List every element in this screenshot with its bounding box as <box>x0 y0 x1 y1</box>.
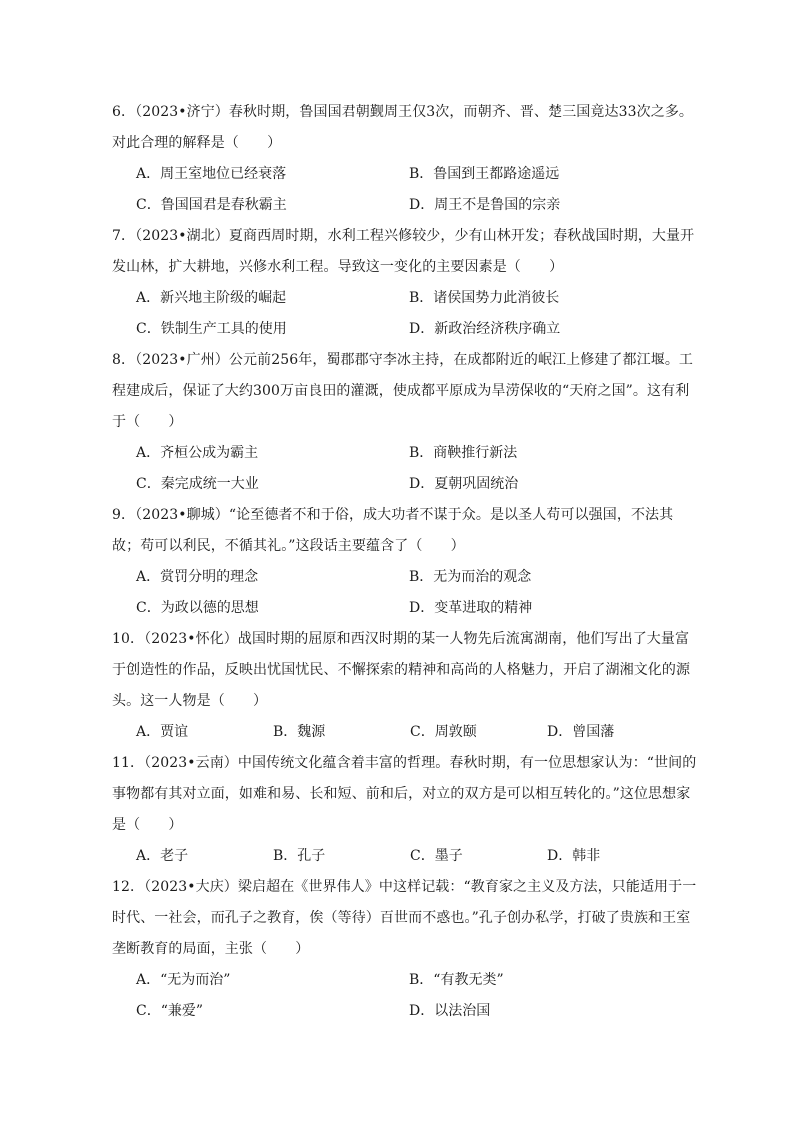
question-stem: 7．（2023•湖北）夏商西周时期，水利工程兴修较少，少有山林开发；春秋战国时期，大量开发山林，扩大耕地，兴修水利工程。导致这一变化的主要因素是（ ） <box>112 228 695 275</box>
option-d[interactable]: D．韩非 <box>547 848 601 864</box>
question-stem: 9．（2023•聊城）“论至德者不和于俗，成大功者不谋于众。是以圣人苟可以强国，不法其故；苟可以利民，不循其礼。”这段话主要蕴含了（ ） <box>112 507 674 554</box>
question-7 <box>112 221 697 345</box>
question-12 <box>112 872 697 1027</box>
question-10 <box>112 624 697 748</box>
question-stem: 12．（2023•大庆）梁启超在《世界伟人》中这样记载：“教育家之主义及方法，只能适用于一时代、一社会，而孔子之教育，俟（等待）百世而不惑也。”孔子创办私学，打破了贵族和王室垄断教育的局面，主张（ ） <box>112 879 697 957</box>
option-b[interactable]: B．“有教无类” <box>409 972 504 988</box>
option-d[interactable]: D．夏朝巩固统治 <box>409 476 519 492</box>
question-9 <box>112 500 697 624</box>
question-stem: 10．（2023•怀化）战国时期的屈原和西汉时期的某一人物先后流寓湖南，他们写出了大量富于创造性的作品，反映出忧国忧民、不懈探索的精神和高尚的人格魅力，开启了湖湘文化的源头。这一人物是（ ） <box>112 631 691 709</box>
question-stem: 8．（2023•广州）公元前256年，蜀郡郡守李冰主持，在成都附近的岷江上修建了都江堰。工程建成后，保证了大约300万亩良田的灌溉，使成都平原成为旱涝保收的“天府之国”。这有利于（ ） <box>112 352 694 430</box>
option-row <box>112 996 697 1027</box>
option-d[interactable]: D．曾国藩 <box>547 724 615 740</box>
question-list <box>112 97 697 1027</box>
option-row <box>112 593 697 624</box>
option-a[interactable]: A．新兴地主阶级的崛起 <box>136 290 287 306</box>
option-b[interactable]: B．孔子 <box>273 848 326 864</box>
option-row <box>112 841 697 872</box>
question-stem: 11．（2023•云南）中国传统文化蕴含着丰富的哲理。春秋时期，有一位思想家认为：“世间的事物都有其对立面，如难和易、长和短、前和后，对立的双方是可以相互转化的。”这位思想家是（ ） <box>112 755 697 833</box>
option-c[interactable]: C．鲁国国君是春秋霸主 <box>136 197 287 213</box>
question-8 <box>112 345 697 500</box>
options <box>112 159 697 221</box>
option-a[interactable]: A．贾谊 <box>136 724 189 740</box>
option-row <box>112 562 697 593</box>
option-d[interactable]: D．新政治经济秩序确立 <box>409 321 561 337</box>
option-d[interactable]: D．变革进取的精神 <box>409 600 533 616</box>
option-b[interactable]: B．诸侯国势力此消彼长 <box>409 290 560 306</box>
option-d[interactable]: D．以法治国 <box>409 1003 491 1019</box>
option-c[interactable]: C．周敦颐 <box>410 724 477 740</box>
option-c[interactable]: C．铁制生产工具的使用 <box>136 321 287 337</box>
options <box>112 965 697 1027</box>
options <box>112 841 697 872</box>
question-6 <box>112 97 697 221</box>
option-c[interactable]: C．“兼爱” <box>136 1003 204 1019</box>
option-b[interactable]: B．鲁国到王都路途遥远 <box>409 166 560 182</box>
options <box>112 283 697 345</box>
options <box>112 717 697 748</box>
option-row <box>112 283 697 314</box>
option-row <box>112 717 697 748</box>
question-stem: 6．（2023•济宁）春秋时期，鲁国国君朝觐周王仅3次，而朝齐、晋、楚三国竟达33次之多。对此合理的解释是（ ） <box>112 104 694 151</box>
option-b[interactable]: B．商鞅推行新法 <box>409 445 518 461</box>
option-a[interactable]: A．周王室地位已经衰落 <box>136 166 287 182</box>
options <box>112 438 697 500</box>
option-row <box>112 965 697 996</box>
question-11 <box>112 748 697 872</box>
option-row <box>112 438 697 469</box>
option-row <box>112 469 697 500</box>
option-c[interactable]: C．墨子 <box>410 848 463 864</box>
option-b[interactable]: B．魏源 <box>273 724 326 740</box>
option-c[interactable]: C．秦完成统一大业 <box>136 476 259 492</box>
option-a[interactable]: A．“无为而治” <box>136 972 231 988</box>
option-b[interactable]: B．无为而治的观念 <box>409 569 532 585</box>
option-row <box>112 190 697 221</box>
option-row <box>112 159 697 190</box>
options <box>112 562 697 624</box>
option-d[interactable]: D．周王不是鲁国的宗亲 <box>409 197 561 213</box>
option-a[interactable]: A．老子 <box>136 848 189 864</box>
option-c[interactable]: C．为政以德的思想 <box>136 600 259 616</box>
option-a[interactable]: A．齐桓公成为霸主 <box>136 445 259 461</box>
option-a[interactable]: A．赏罚分明的理念 <box>136 569 259 585</box>
option-row <box>112 314 697 345</box>
